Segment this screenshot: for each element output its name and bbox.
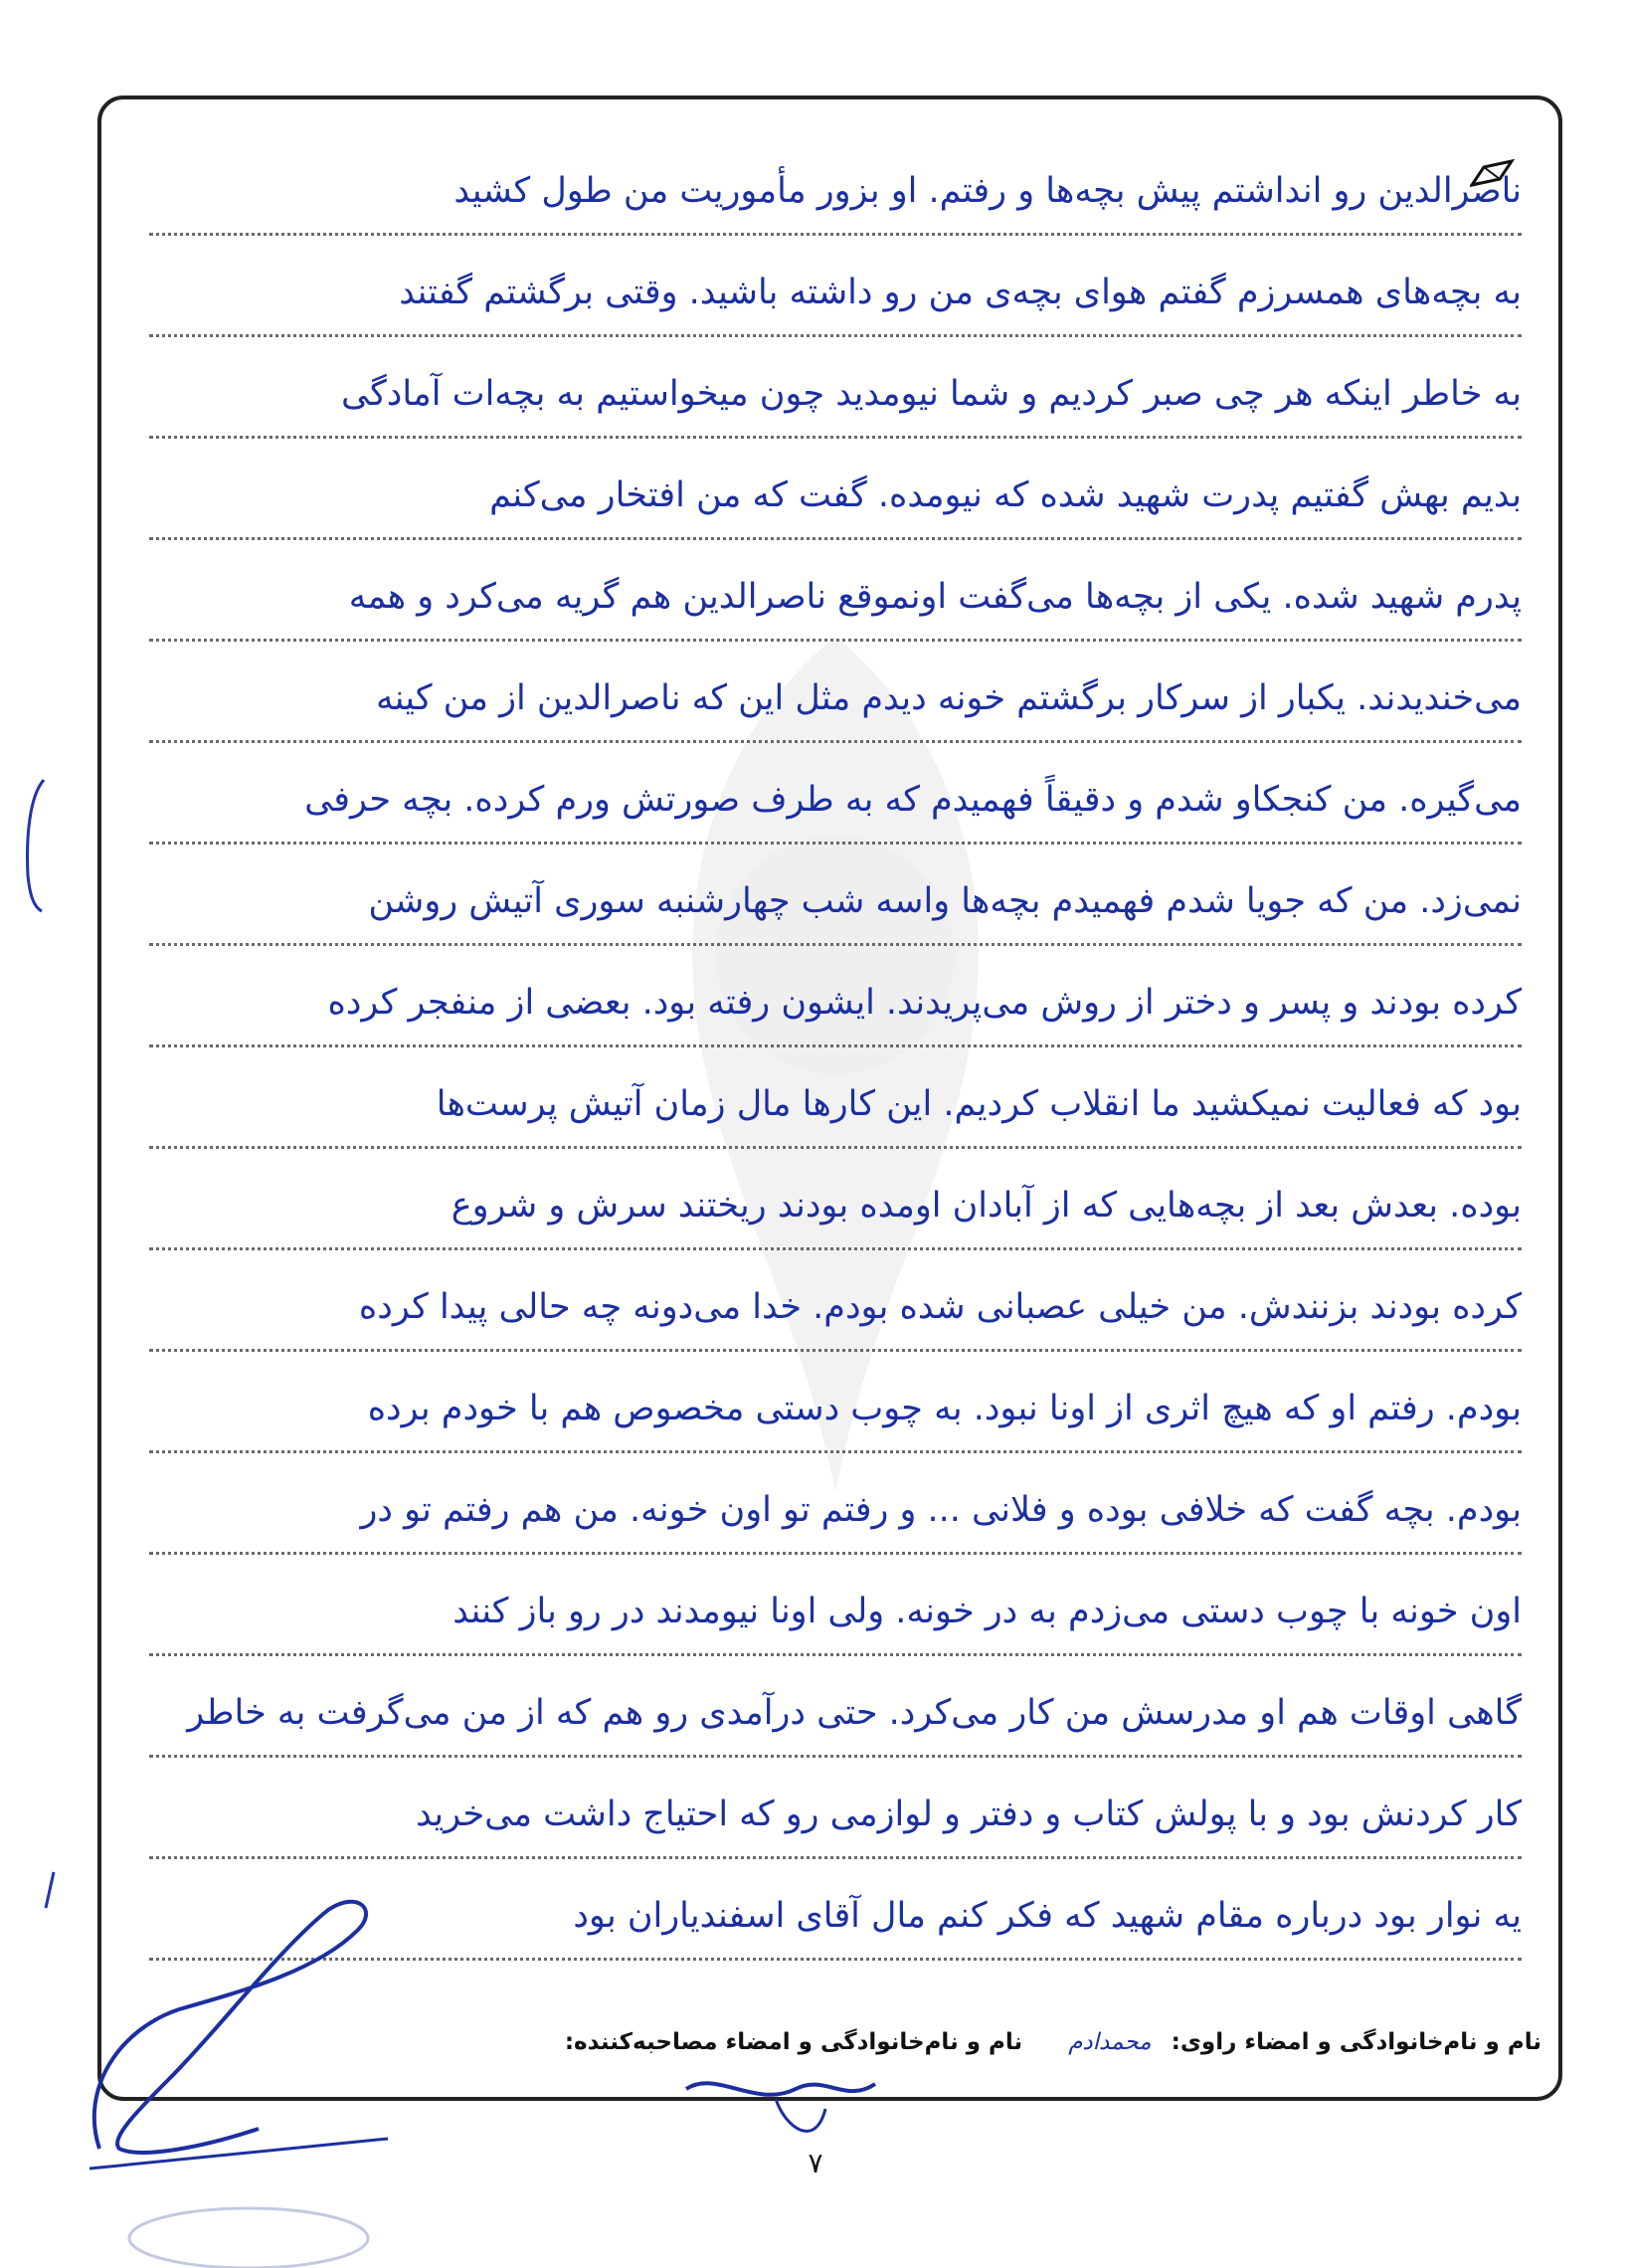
handwritten-line: پدرم شهید شده. یکی از بچه‌ها می‌گفت اونموقع ناصرالدین هم گریه می‌کرد و همه [149, 565, 1522, 666]
handwritten-line: یه نوار بود درباره مقام شهید که فکر کنم مال آقای اسفندیاران بود [149, 1884, 1522, 1985]
handwritten-line: کرده بودند و پسر و دختر از روش می‌پریدند. ایشون رفته بود. بعضی از منفجر کرده [149, 971, 1522, 1072]
handwritten-line: ناصرالدین رو انداشتم پیش بچه‌ها و رفتم. او بزور مأموریت من طول کشید [149, 159, 1522, 261]
handwritten-line: بوده. بعدش بعد از بچه‌هایی که از آبادان اومده بودند ریختند سرش و شروع [149, 1174, 1522, 1275]
handwritten-line: اون خونه با چوب دستی می‌زدم به در خونه. ولی اونا نیومدند در رو باز کنند [149, 1580, 1522, 1681]
handwritten-body [149, 159, 1522, 1985]
narrator-label: نام و نام‌خانوادگی و امضاء راوی: [1171, 2029, 1541, 2055]
handwritten-line: گاهی اوقات هم او مدرسش من کار می‌کرد. حتی درآمدی رو هم که از من می‌گرفت به خاطر [149, 1681, 1522, 1783]
handwritten-line: بدیم بهش گفتیم پدرت شهید شده که نیومده. گفت که من افتخار می‌کنم [149, 464, 1522, 565]
handwritten-line: کرده بودند بزنندش. من خیلی عصبانی شده بودم. خدا می‌دونه چه حالی پیدا کرده [149, 1275, 1522, 1377]
handwritten-line: بود که فعالیت نمیکشید ما انقلاب کردیم. این کارها مال زمان آتیش پرست‌ها [149, 1072, 1522, 1174]
handwritten-line: می‌خندیدند. یکبار از سرکار برگشتم خونه دیدم مثل این که ناصرالدین از من کینه [149, 666, 1522, 768]
handwritten-line: به بچه‌های همسرزم گفتم هوای بچه‌ی من رو داشته باشید. وقتی برگشتم گفتند [149, 261, 1522, 362]
handwritten-line: می‌گیره. من کنجکاو شدم و دقیقاً فهمیدم که به طرف صورتش ورم کرده. بچه حرفی [149, 768, 1522, 869]
handwritten-line: نمی‌زد. من که جویا شدم فهمیدم بچه‌ها واسه شب چهارشنبه سوری آتیش روشن [149, 869, 1522, 971]
handwritten-line: به خاطر اینکه هر چی صبر کردیم و شما نیومدید چون میخواستیم به بچه‌ات آمادگی [149, 362, 1522, 464]
page-number: ۷ [808, 2147, 823, 2179]
handwritten-line: بودم. بچه گفت که خلافی بوده و فلانی ... و رفتم تو اون خونه. من هم رفتم تو در [149, 1478, 1522, 1580]
interviewer-label: نام و نام‌خانوادگی و امضاء مصاحبه‌کننده: [564, 2029, 1023, 2055]
center-signature [676, 2049, 915, 2159]
narrator-signature: محمدادم [1068, 2029, 1152, 2055]
interviewer-signature [60, 1850, 398, 2178]
margin-tick-mark [40, 1870, 60, 1910]
handwritten-line: کار کردنش بود و با پولش کتاب و دفتر و لوازمی رو که احتیاج داشت می‌خرید [149, 1783, 1522, 1884]
margin-bracket-mark [20, 776, 50, 915]
faint-stamp [119, 2198, 378, 2268]
handwritten-line: بودم. رفتم او که هیچ اثری از اونا نبود. به چوب دستی مخصوص هم با خودم برده [149, 1377, 1522, 1478]
